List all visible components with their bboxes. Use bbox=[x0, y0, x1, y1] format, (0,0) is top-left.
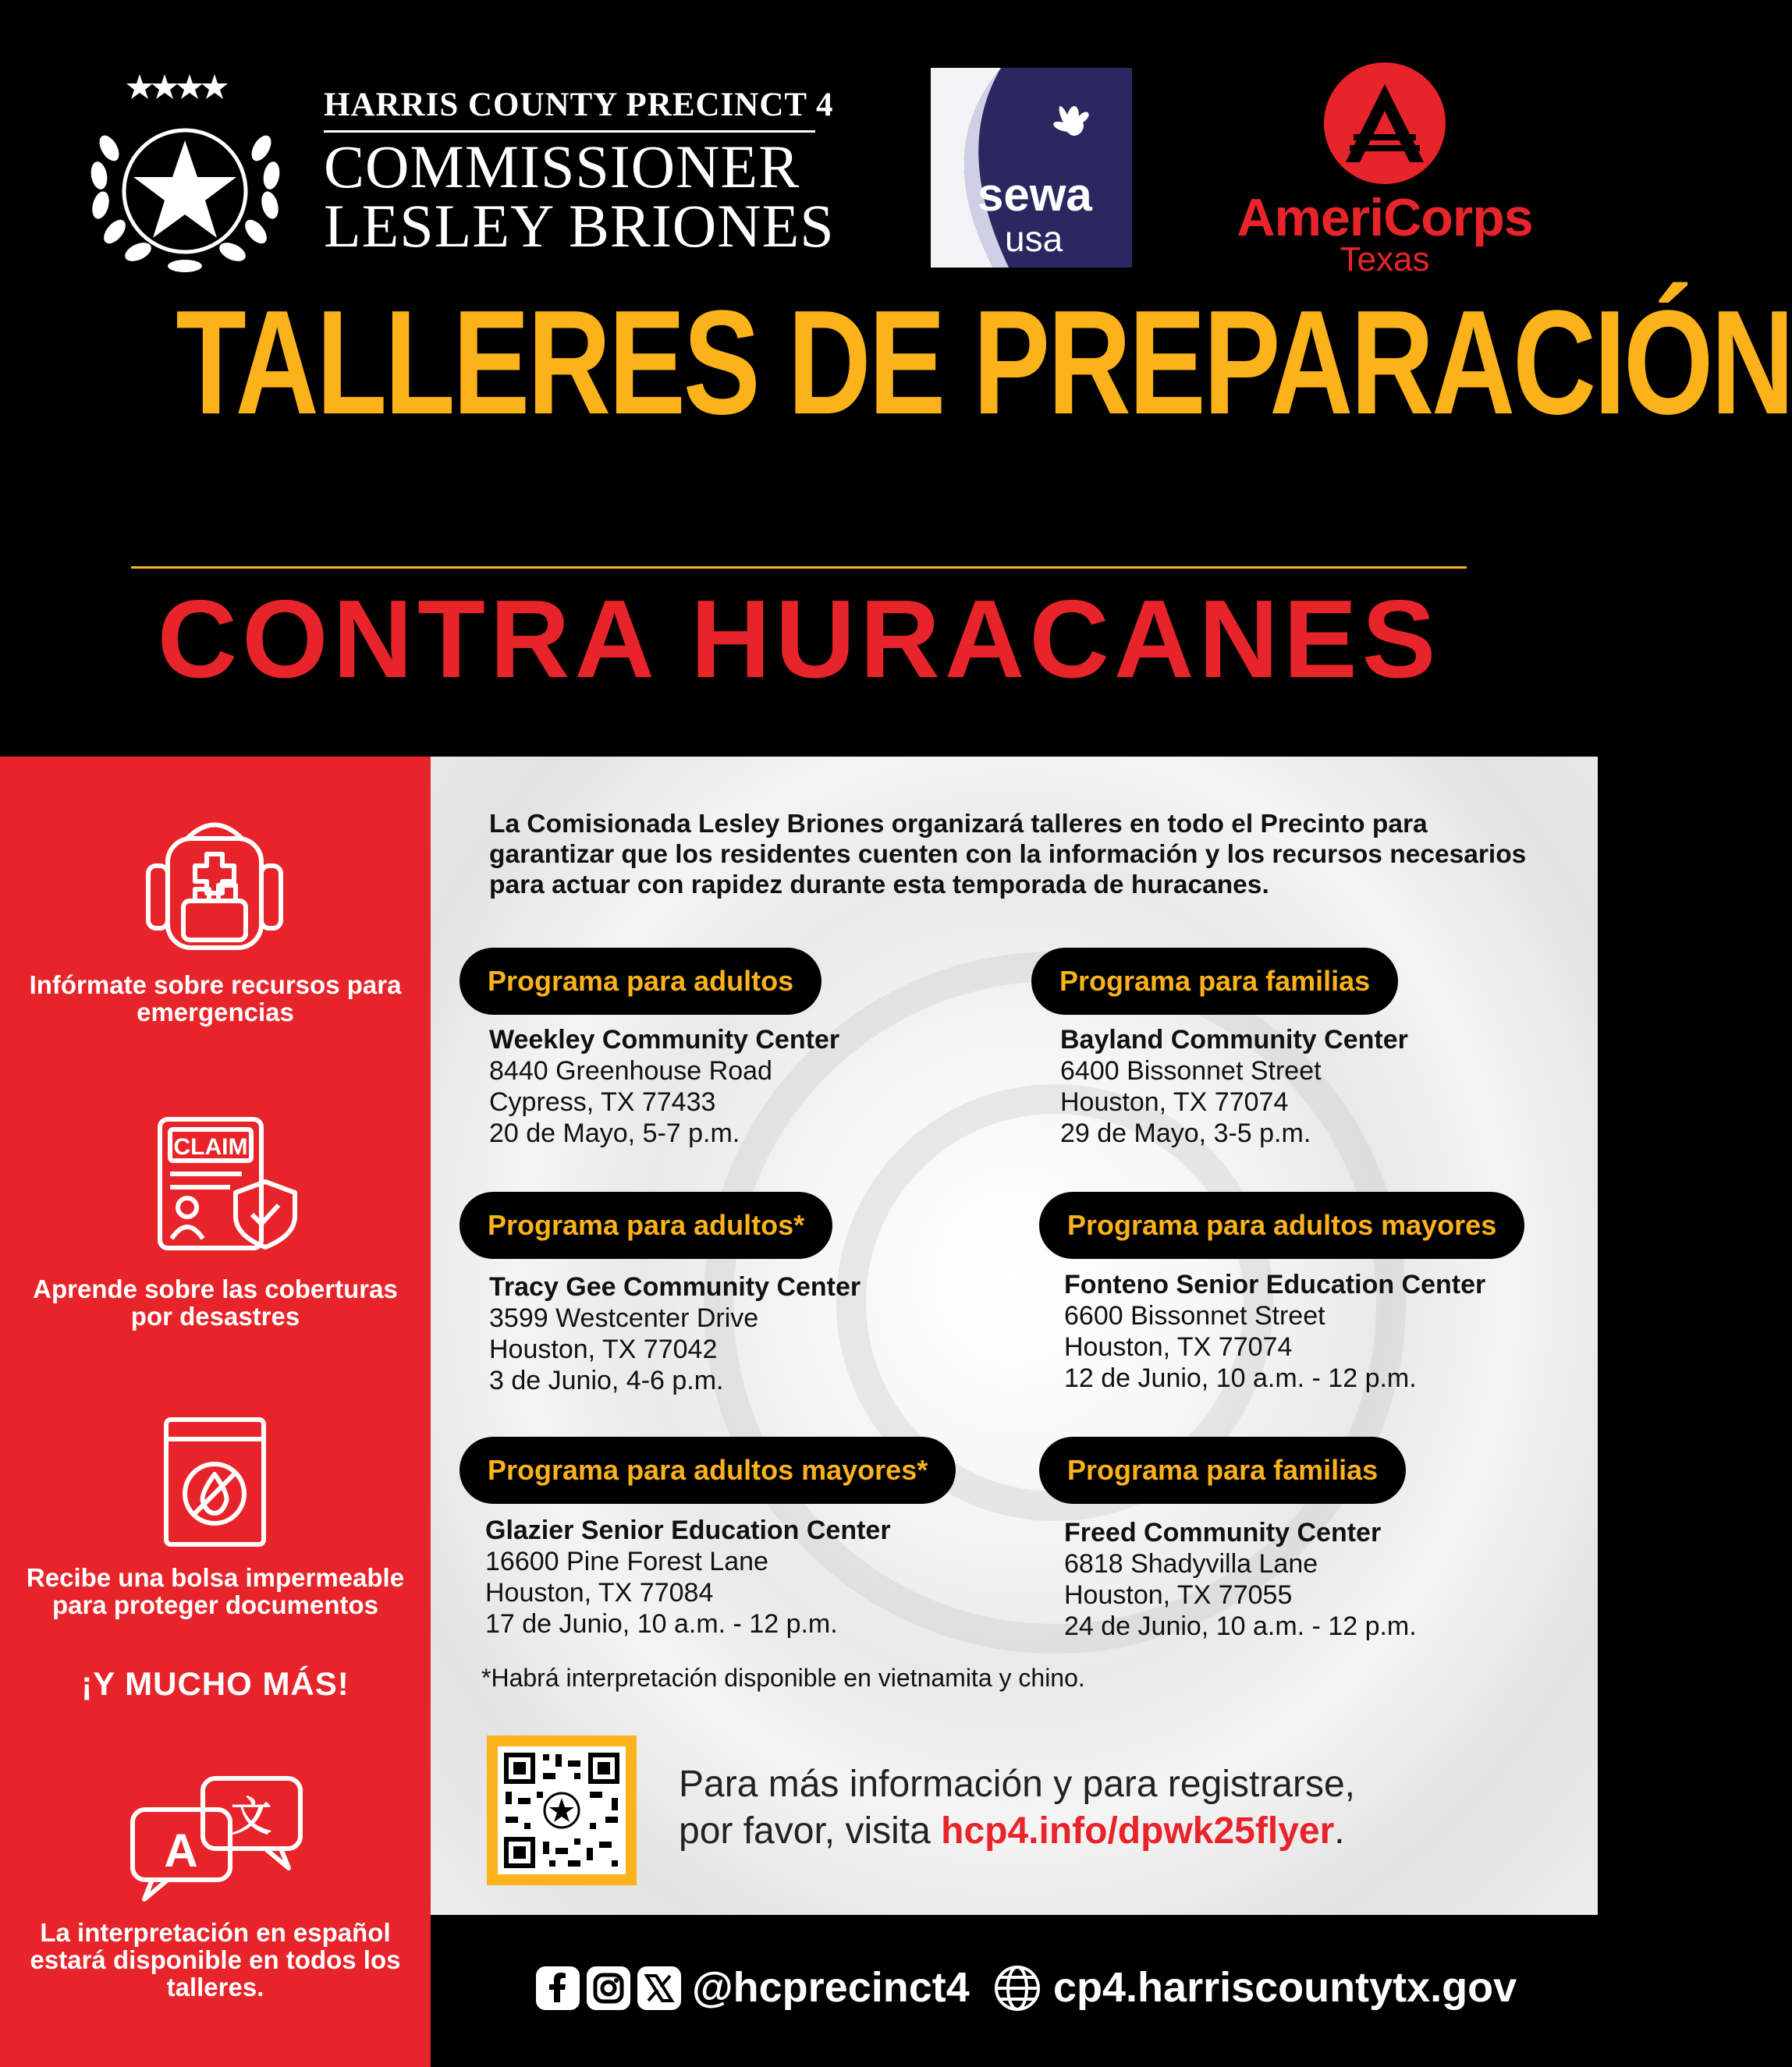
claim-document-shield-icon bbox=[156, 1115, 300, 1252]
venue-street: 16600 Pine Forest Lane bbox=[485, 1547, 768, 1576]
sidebar-label-coverage: Aprende sobre las coberturas por desastres bbox=[33, 1275, 398, 1331]
venue-date: 17 de Junio, 10 a.m. - 12 p.m. bbox=[485, 1609, 838, 1639]
more-info-line1: Para más información y para registrarse, bbox=[679, 1764, 1355, 1805]
americorps-word: AmeriCorps bbox=[1237, 188, 1533, 247]
venue-name: Glazier Senior Education Center bbox=[485, 1516, 891, 1545]
more-info-text bbox=[679, 1761, 1355, 1855]
venue-city: Houston, TX 77074 bbox=[1060, 1087, 1289, 1117]
venue-fonteno bbox=[1064, 1269, 1485, 1394]
x-glyph bbox=[637, 1966, 681, 2010]
waterproof-bag-icon bbox=[162, 1416, 268, 1548]
venue-street: 8440 Greenhouse Road bbox=[489, 1056, 772, 1086]
intro-paragraph: La Comisionada Lesley Briones organizará talleres en todo el Precinto para garantizar que los residentes cuenten con la información y los recursos necesarios para actuar con rapidez durante esta temporada de huracanes. bbox=[489, 810, 1527, 899]
venue-date: 12 de Junio, 10 a.m. - 12 p.m. bbox=[1064, 1363, 1417, 1393]
more-info-prefix: por favor, visita bbox=[679, 1810, 942, 1852]
instagram-icon[interactable] bbox=[587, 1966, 630, 2010]
registration-link[interactable]: hcp4.info/dpwk25flyer bbox=[941, 1810, 1335, 1852]
qr-code-image bbox=[498, 1746, 626, 1874]
instagram-glyph bbox=[587, 1966, 630, 2010]
sidebar-and-more: ¡Y MUCHO MÁS! bbox=[81, 1665, 350, 1702]
venue-date: 20 de Mayo, 5-7 p.m. bbox=[489, 1119, 740, 1148]
sidebar-label-resources: Infórmate sobre recursos para emergencias bbox=[29, 970, 402, 1026]
americorps-a-icon bbox=[1229, 62, 1541, 195]
title-divider bbox=[131, 566, 1467, 569]
footer bbox=[431, 1915, 1598, 2067]
venue-street: 3599 Westcenter Drive bbox=[489, 1303, 759, 1333]
commissioner-wordmark bbox=[324, 86, 835, 260]
commissioner-name: LESLEY BRIONES bbox=[324, 192, 835, 260]
venue-date: 3 de Junio, 4-6 p.m. bbox=[489, 1366, 724, 1395]
venue-freed bbox=[1064, 1517, 1417, 1642]
venue-date: 29 de Mayo, 3-5 p.m. bbox=[1060, 1119, 1311, 1148]
venue-name: Bayland Community Center bbox=[1060, 1025, 1408, 1055]
sewa-word: sewa bbox=[978, 168, 1092, 221]
venue-city: Houston, TX 77042 bbox=[489, 1335, 718, 1364]
program-pill-seniors: Programa para adultos mayores bbox=[1039, 1192, 1524, 1259]
facebook-icon[interactable] bbox=[536, 1966, 580, 2010]
venue-glazier bbox=[485, 1515, 891, 1640]
chinese-glyph: 文 bbox=[230, 1794, 272, 1841]
venue-bayland bbox=[1060, 1024, 1408, 1149]
backpack-first-aid-icon bbox=[140, 811, 289, 956]
venue-name: Fonteno Senior Education Center bbox=[1064, 1270, 1486, 1299]
sidebar-label-waterproof-bag: Recibe una bolsa impermeable para proteger documentos bbox=[26, 1563, 405, 1619]
venue-name: Freed Community Center bbox=[1064, 1518, 1382, 1548]
venue-city: Houston, TX 77084 bbox=[485, 1578, 714, 1608]
commissioner-title: COMMISSIONER bbox=[324, 133, 800, 200]
program-pill-adults-interpreted: Programa para adultos* bbox=[460, 1192, 832, 1259]
americorps-texas-word: Texas bbox=[1340, 240, 1430, 278]
more-info-suffix: . bbox=[1334, 1810, 1345, 1852]
venue-street: 6600 Bissonnet Street bbox=[1064, 1301, 1325, 1331]
translation-bubbles-icon bbox=[129, 1774, 304, 1903]
venue-name: Weekley Community Center bbox=[489, 1025, 840, 1055]
program-pill-families-2: Programa para familias bbox=[1039, 1437, 1406, 1504]
social-handle[interactable]: @hcprecinct4 bbox=[692, 1964, 970, 2011]
interpretation-note: *Habrá interpretación disponible en vietnamita y chino. bbox=[481, 1664, 1085, 1692]
letter-a-glyph: A bbox=[164, 1824, 198, 1877]
main-content bbox=[431, 757, 1598, 1915]
x-icon[interactable] bbox=[637, 1966, 681, 2010]
venue-city: Cypress, TX 77433 bbox=[489, 1087, 716, 1117]
venue-street: 6818 Shadyvilla Lane bbox=[1064, 1549, 1318, 1579]
precinct-seal-logo bbox=[74, 66, 296, 277]
globe-icon bbox=[992, 1963, 1042, 2013]
precinct-name: HARRIS COUNTY PRECINCT 4 bbox=[324, 87, 834, 123]
venue-weekley bbox=[489, 1024, 839, 1149]
qr-pattern-icon bbox=[498, 1746, 626, 1874]
sewa-usa-logo bbox=[931, 68, 1132, 268]
page-subtitle: CONTRA HURACANES bbox=[157, 577, 1441, 701]
page-title: TALLERES DE PREPARACIÓN bbox=[176, 280, 1792, 445]
website-link[interactable]: cp4.harriscountytx.gov bbox=[1053, 1964, 1517, 2011]
sidebar-label-interpretation: La interpretación en español estará disponible en todos los talleres. bbox=[30, 1918, 401, 2001]
claim-icon-label: CLAIM bbox=[173, 1134, 248, 1160]
registration-qr-code[interactable] bbox=[487, 1736, 637, 1885]
venue-city: Houston, TX 77074 bbox=[1064, 1332, 1293, 1362]
sewa-usa-word: usa bbox=[1005, 218, 1063, 259]
venue-city: Houston, TX 77055 bbox=[1064, 1580, 1293, 1610]
facebook-glyph bbox=[536, 1966, 580, 2010]
benefits-sidebar bbox=[0, 757, 431, 2067]
americorps-texas-logo bbox=[1229, 62, 1541, 281]
venue-street: 6400 Bissonnet Street bbox=[1060, 1056, 1322, 1086]
more-info-line2 bbox=[679, 1808, 1355, 1855]
header bbox=[0, 0, 1792, 757]
venue-date: 24 de Junio, 10 a.m. - 12 p.m. bbox=[1064, 1611, 1417, 1641]
program-pill-families: Programa para familias bbox=[1031, 948, 1398, 1015]
venue-name: Tracy Gee Community Center bbox=[489, 1272, 861, 1302]
program-pill-seniors-interpreted: Programa para adultos mayores* bbox=[460, 1437, 956, 1504]
venue-tracy-gee bbox=[489, 1271, 861, 1396]
program-pill-adults: Programa para adultos bbox=[460, 948, 821, 1015]
